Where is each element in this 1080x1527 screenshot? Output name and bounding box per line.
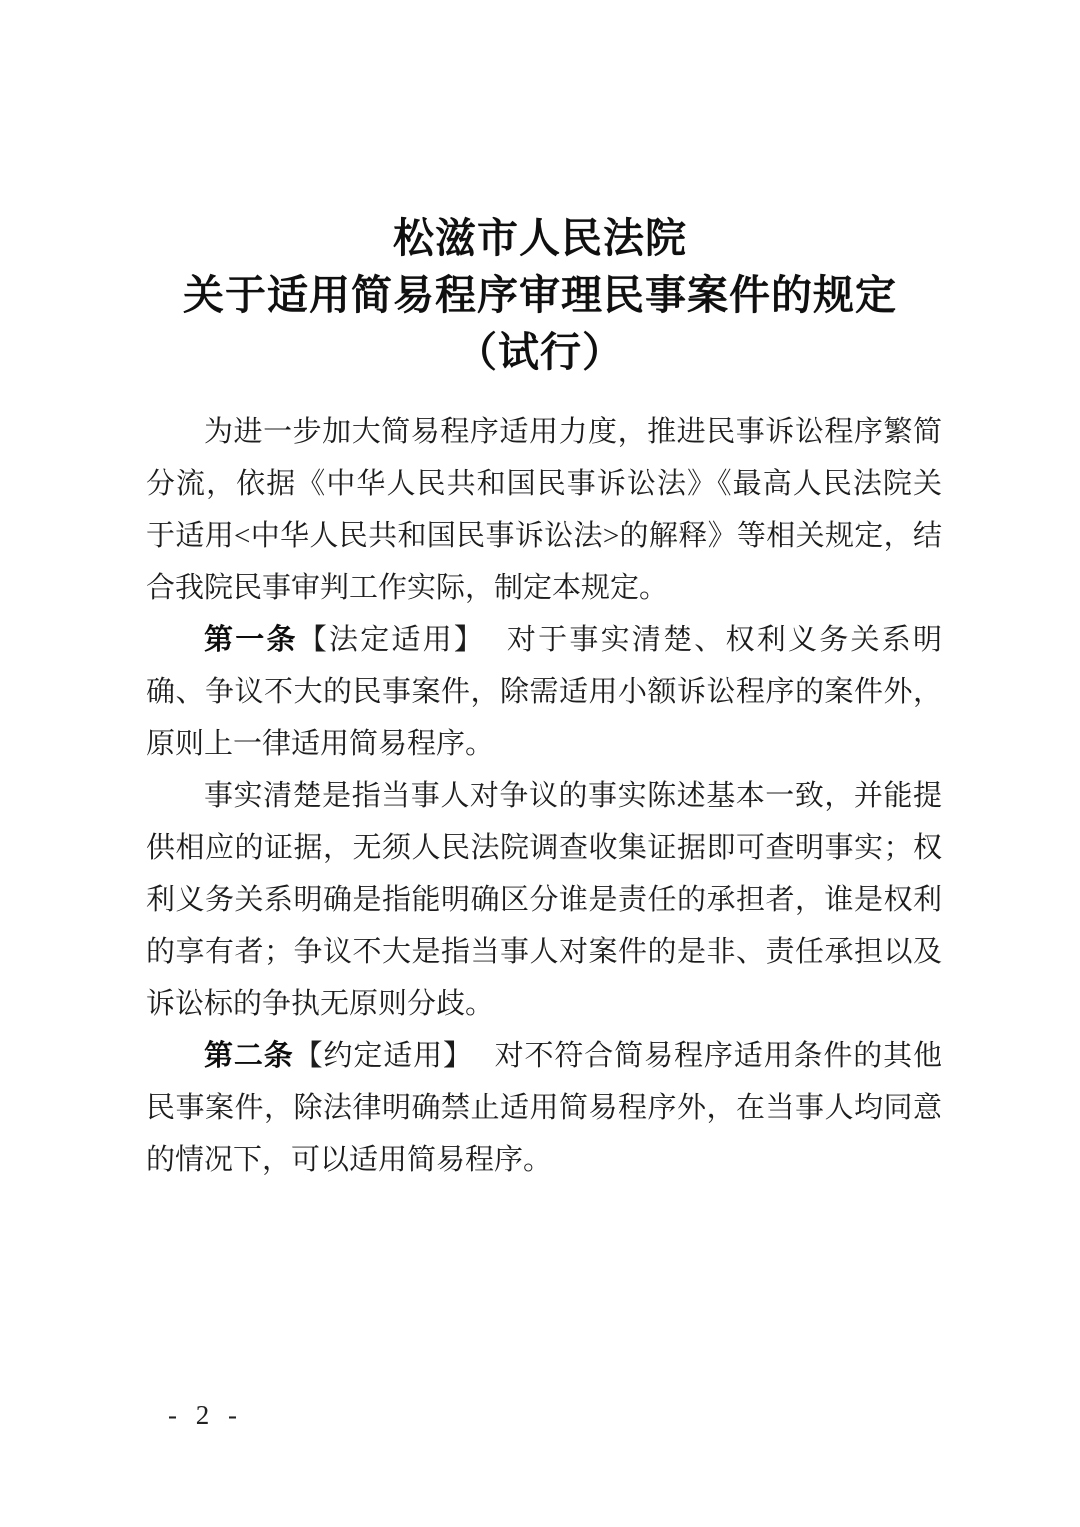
intro-paragraph — [146, 406, 942, 614]
title-line-court: 松滋市人民法院 — [393, 215, 687, 262]
article-1-paragraph — [146, 614, 942, 770]
page-number: - 2 - — [168, 1400, 243, 1430]
article-2-paragraph — [146, 1030, 942, 1186]
article-1-tag: 【法定适用】 — [297, 624, 486, 656]
article-2-tag: 【约定适用】 — [293, 1040, 473, 1072]
paragraph-text: 事实清楚是指当事人对争议的事实陈述基本一致，并能提供相应的证据，无须人民法院调查收集证据即可查明事实；权利义务关系明确是指能明确区分谁是责任的承担者，谁是权利的享有者；争议不大是指当事人对案件的是非、责任承担以及诉讼标的争执无原则分歧。 — [146, 780, 942, 1020]
article-2-number: 第二条 — [204, 1040, 294, 1072]
title-line-regulation: 关于适用简易程序审理民事案件的规定 — [183, 272, 897, 319]
title-line-trial: （试行） — [456, 329, 624, 376]
paragraph-text: 对于事实清楚、权利义务关系明确、争议不大的民事案件，除需适用小额诉讼程序的案件外，原则上一律适用简易程序。 — [146, 624, 942, 760]
paragraph-text: 为进一步加大简易程序适用力度，推进民事诉讼程序繁简分流，依据《中华人民共和国民事诉讼法》《最高人民法院关于适用<中华人民共和国民事诉讼法>的解释》等相关规定，结合我院民事审判工作实际，制定本规定。 — [146, 416, 942, 604]
article-1-number: 第一条 — [204, 624, 298, 656]
document-title — [0, 210, 1080, 381]
article-1-explanation-paragraph — [146, 770, 942, 1030]
paragraph-text: 对不符合简易程序适用条件的其他民事案件，除法律明确禁止适用简易程序外，在当事人均同意的情况下，可以适用简易程序。 — [146, 1040, 942, 1176]
document-body — [146, 406, 942, 1186]
